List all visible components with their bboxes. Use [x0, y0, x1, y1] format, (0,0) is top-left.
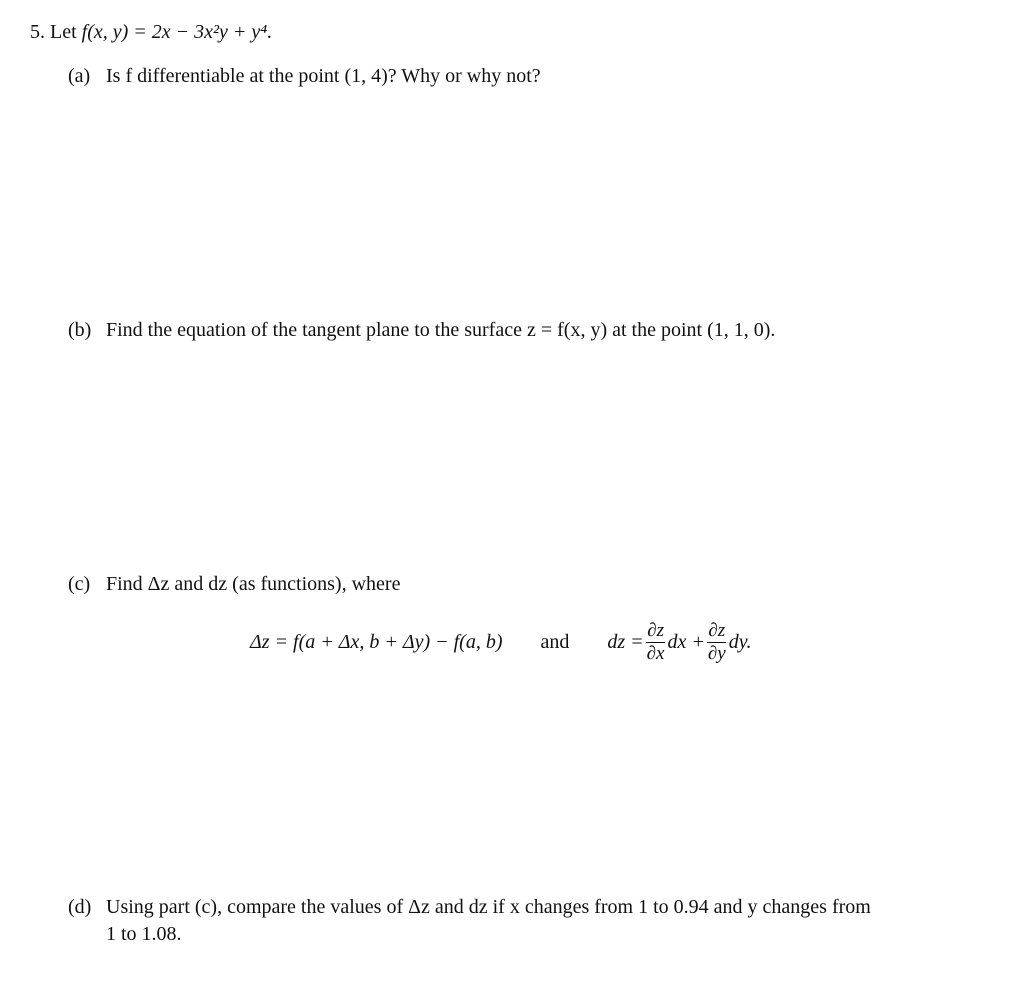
part-b-text: Find the equation of the tangent plane to the surface z = f(x, y) at the point (1, 1, 0).	[106, 319, 776, 341]
part-a-text: Is f differentiable at the point (1, 4)? Why or why not?	[106, 65, 541, 87]
partial-z-over-y	[707, 620, 727, 665]
frac1-denominator: ∂x	[646, 642, 665, 664]
part-a-label: (a)	[68, 65, 91, 87]
dy-term: dy.	[728, 630, 752, 653]
question-intro: Let	[50, 21, 77, 43]
dz-lhs: dz =	[607, 630, 644, 653]
frac2-numerator: ∂z	[708, 619, 726, 641]
question-number: 5.	[30, 21, 45, 43]
frac1-numerator: ∂z	[647, 619, 664, 641]
dx-term: dx +	[667, 630, 705, 653]
function-definition: f(x, y) = 2x − 3x²y + y⁴.	[81, 21, 273, 43]
question-header	[30, 20, 272, 45]
part-d-label: (d)	[68, 896, 92, 918]
part-b	[68, 318, 775, 343]
frac2-denominator: ∂y	[707, 642, 726, 664]
part-d	[68, 895, 871, 920]
part-d-continuation	[106, 922, 182, 947]
part-b-label: (b)	[68, 319, 92, 341]
part-c	[68, 572, 400, 597]
part-d-text-line2: 1 to 1.08.	[106, 923, 182, 945]
part-a	[68, 64, 541, 89]
part-c-text: Find Δz and dz (as functions), where	[106, 573, 401, 595]
partial-z-over-x	[646, 620, 666, 665]
and-word: and	[540, 630, 570, 653]
part-d-text-line1: Using part (c), compare the values of Δz and dz if x changes from 1 to 0.94 and y changes from	[106, 896, 871, 918]
delta-z-equation: Δz = f(a + Δx, b + Δy) − f(a, b)	[250, 630, 503, 653]
display-equation	[250, 612, 751, 672]
part-c-label: (c)	[68, 573, 91, 595]
